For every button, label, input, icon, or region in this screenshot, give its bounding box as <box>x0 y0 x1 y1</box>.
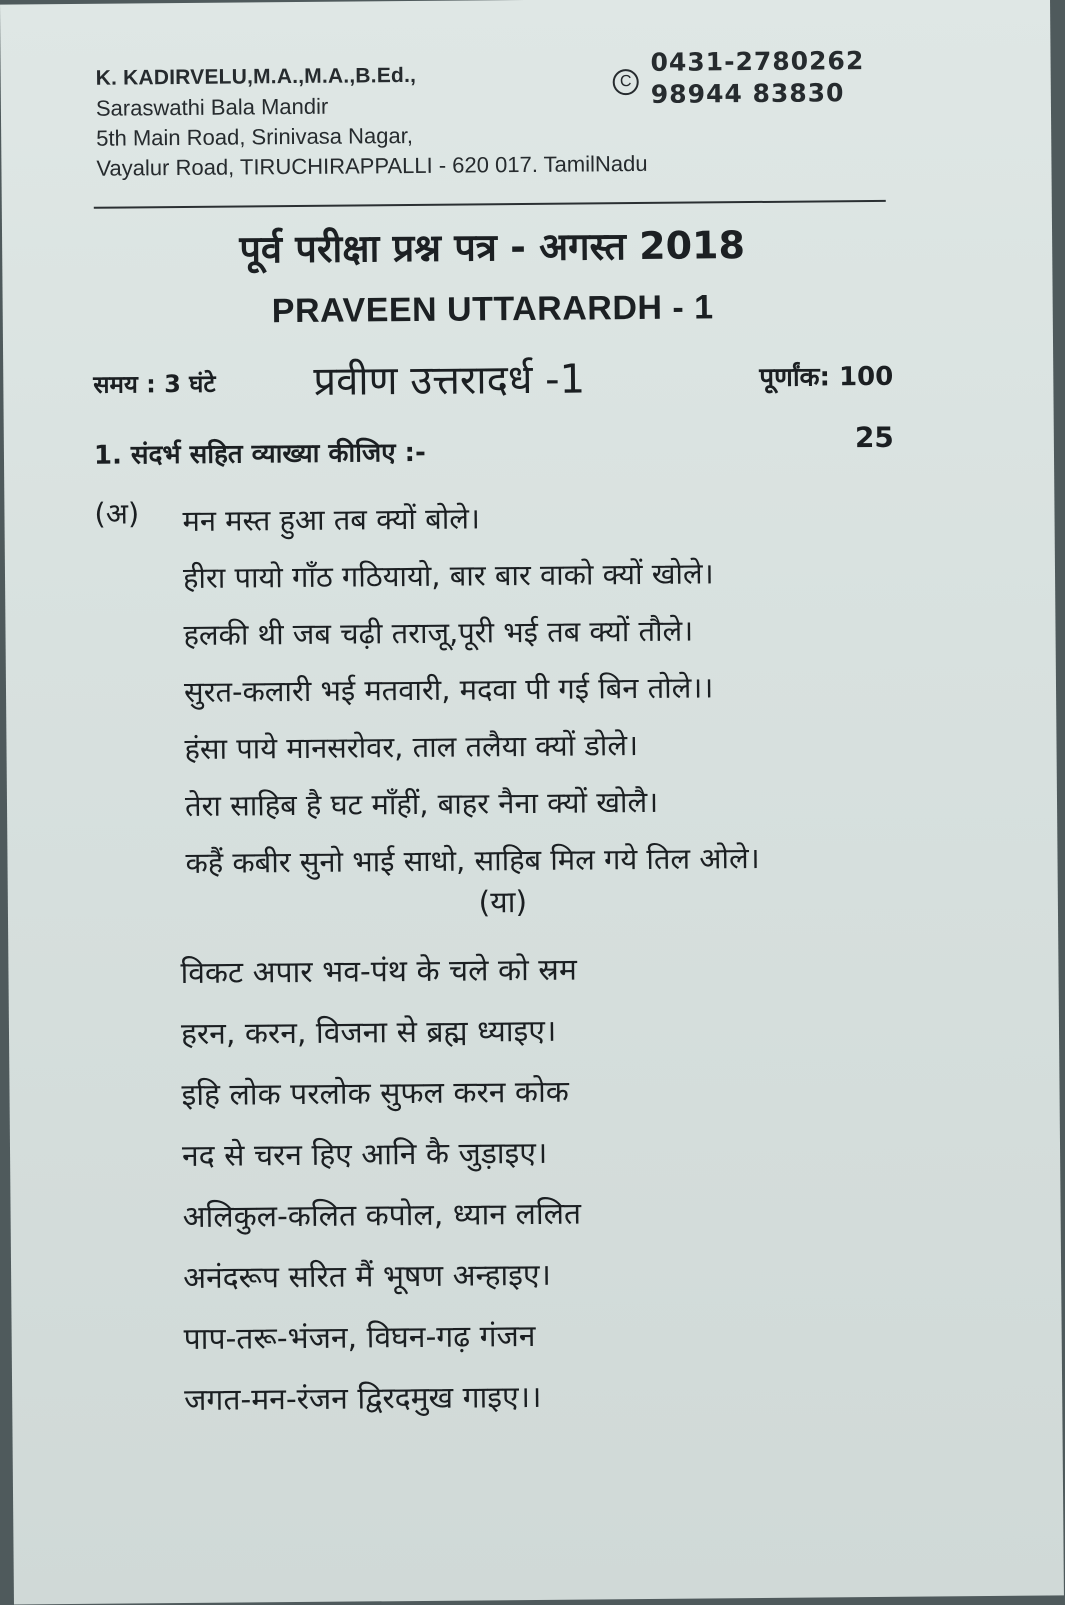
copyright-icon: C <box>613 69 639 95</box>
exam-title-english: PRAVEEN UTTARARDH - 1 <box>271 288 714 331</box>
phone-numbers <box>650 45 864 111</box>
poem-line: इहि लोक परलोक सुफल करन कोक <box>181 1074 569 1114</box>
poem-line: विकट अपार भव-पंथ के चले को स्रम <box>180 952 578 992</box>
poem-line: अलिकुल-कलित कपोल, ध्यान ललित <box>182 1196 582 1236</box>
poem-line: सुरत-कलारी भई मतवारी, मदवा पी गई बिन तोले।। <box>183 670 714 710</box>
paper-title: प्रवीण उत्तरादर्ध -1 <box>313 356 586 405</box>
max-marks: पूर्णांक: 100 <box>759 361 894 393</box>
poem-alternate <box>180 940 583 1431</box>
time-allowed: समय : 3 घंटे <box>93 369 216 399</box>
poem-line: पाप-तरू-भंजन, विघन-गढ़ गंजन <box>183 1318 536 1358</box>
exam-title-hindi: पूर्व परीक्षा प्रश्न पत्र - अगस्त 2018 <box>239 223 746 272</box>
poem-line: हरन, करन, विजना से ब्रह्म ध्याइए। <box>180 1013 557 1053</box>
exam-meta-row <box>93 347 893 414</box>
poem-line: जगत-मन-रंजन द्विरदमुख गाइए।। <box>184 1379 542 1419</box>
phone-mobile: 98944 83830 <box>650 78 845 109</box>
part-label: (अ) <box>94 496 140 531</box>
poem-line: हलकी थी जब चढ़ी तराजू,पूरी भई तब क्यों तौले। <box>183 613 694 653</box>
contact-block <box>612 45 864 111</box>
address-line: Saraswathi Bala Mandir <box>95 93 329 121</box>
address-line: 5th Main Road, Srinivasa Nagar, <box>96 122 414 151</box>
poem-line: मन मस्त हुआ तब क्यों बोले। <box>182 501 481 539</box>
question-text: 1. संदर्भ सहित व्याख्या कीजिए :- <box>93 437 426 471</box>
poem-kabir <box>182 488 760 892</box>
or-separator: (या) <box>478 885 528 921</box>
poem-line: कहैं कबीर सुनो भाई साधो, साहिब मिल गये तिल ओले। <box>185 840 760 880</box>
poem-line: नद से चरन हिए आनि कै जुड़ाइए। <box>181 1135 548 1175</box>
header-divider <box>94 200 886 209</box>
question-heading <box>93 420 894 476</box>
question-marks: 25 <box>854 420 894 455</box>
poem-line: तेरा साहिब है घट माँहीं, बाहर नैना क्यों खोलै। <box>184 784 659 823</box>
poem-line: अनंदरूप सरित मैं भूषण अन्हाइए। <box>182 1257 552 1297</box>
poem-line: हीरा पायो गाँठ गठियायो, बार बार वाको क्यों खोले। <box>182 556 714 596</box>
poem-line: हंसा पाये मानसरोवर, ताल तलैया क्यों डोले। <box>184 728 639 766</box>
author-name: K. KADIRVELU,M.A.,M.A.,B.Ed., <box>95 63 417 90</box>
author-block <box>96 59 648 184</box>
phone-landline: 0431-2780262 <box>650 46 865 77</box>
address-line: Vayalur Road, TIRUCHIRAPPALLI - 620 017. TamilNadu <box>96 150 648 181</box>
